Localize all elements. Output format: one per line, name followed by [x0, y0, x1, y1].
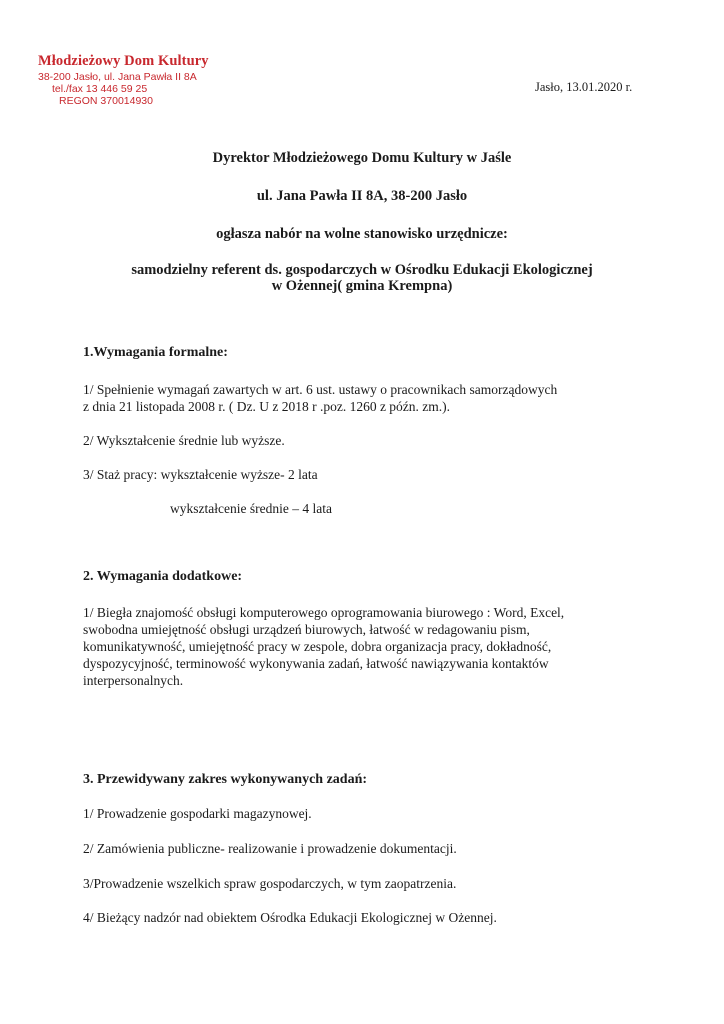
- header-line-2: ul. Jana Pawła II 8A, 38-200 Jasło: [256, 188, 468, 204]
- stamp-name: Młodzieżowy Dom Kultury: [38, 53, 209, 69]
- institution-stamp: [38, 53, 238, 107]
- section-1-item-1b: z dnia 21 listopada 2008 r. ( Dz. U z 2018 r .poz. 1260 z późn. zm.).: [83, 399, 451, 414]
- section-1-item-3: 3/ Staż pracy: wykształcenie wyższe- 2 lata: [83, 467, 318, 482]
- header-line-1: Dyrektor Młodzieżowego Domu Kultury w Jaśle: [212, 150, 512, 166]
- stamp-phone: tel./fax 13 446 59 25: [52, 83, 148, 95]
- section-2-item-1c: komunikatywność, umiejętność pracy w zespole, dobra organizacja pracy, dokładność,: [83, 639, 552, 654]
- section-3-item-3: 3/Prowadzenie wszelkich spraw gospodarczych, w tym zaopatrzenia.: [83, 876, 457, 891]
- stamp-regon: REGON 370014930: [59, 95, 153, 107]
- section-1-item-2: 2/ Wykształcenie średnie lub wyższe.: [83, 433, 285, 448]
- section-3-item-1: 1/ Prowadzenie gospodarki magazynowej.: [83, 806, 312, 821]
- section-1-item-1a: 1/ Spełnienie wymagań zawartych w art. 6 ust. ustawy o pracownikach samorządowych: [83, 382, 558, 397]
- section-1-title: 1.Wymagania formalne:: [83, 345, 228, 360]
- section-3-title: 3. Przewidywany zakres wykonywanych zadań:: [83, 772, 368, 787]
- stamp-address: 38-200 Jasło, ul. Jana Pawła II 8A: [38, 71, 197, 83]
- document-date: Jasło, 13.01.2020 r.: [535, 80, 633, 94]
- header-line-5: w Ożennej( gmina Krempna): [271, 278, 453, 294]
- section-3-item-2: 2/ Zamówienia publiczne- realizowanie i prowadzenie dokumentacji.: [83, 841, 457, 856]
- section-2-item-1b: swobodna umiejętność obsługi urządzeń biurowych, łatwość w redagowaniu pism,: [83, 622, 530, 637]
- section-2-item-1e: interpersonalnych.: [83, 673, 184, 688]
- section-3-item-4: 4/ Bieżący nadzór nad obiektem Ośrodka Edukacji Ekologicznej w Ożennej.: [83, 910, 497, 925]
- section-2-item-1a: 1/ Biegła znajomość obsługi komputerowego oprogramowania biurowego : Word, Excel,: [83, 605, 565, 620]
- section-2-item-1d: dyspozycyjność, terminowość wykonywania zadań, łatwość nawiązywania kontaktów: [83, 656, 549, 671]
- header-line-3: ogłasza nabór na wolne stanowisko urzędnicze:: [216, 226, 508, 242]
- section-1-item-3b: wykształcenie średnie – 4 lata: [170, 501, 332, 516]
- header-line-4: samodzielny referent ds. gospodarczych w Ośrodku Edukacji Ekologicznej: [131, 262, 593, 278]
- section-2-title: 2. Wymagania dodatkowe:: [83, 569, 243, 584]
